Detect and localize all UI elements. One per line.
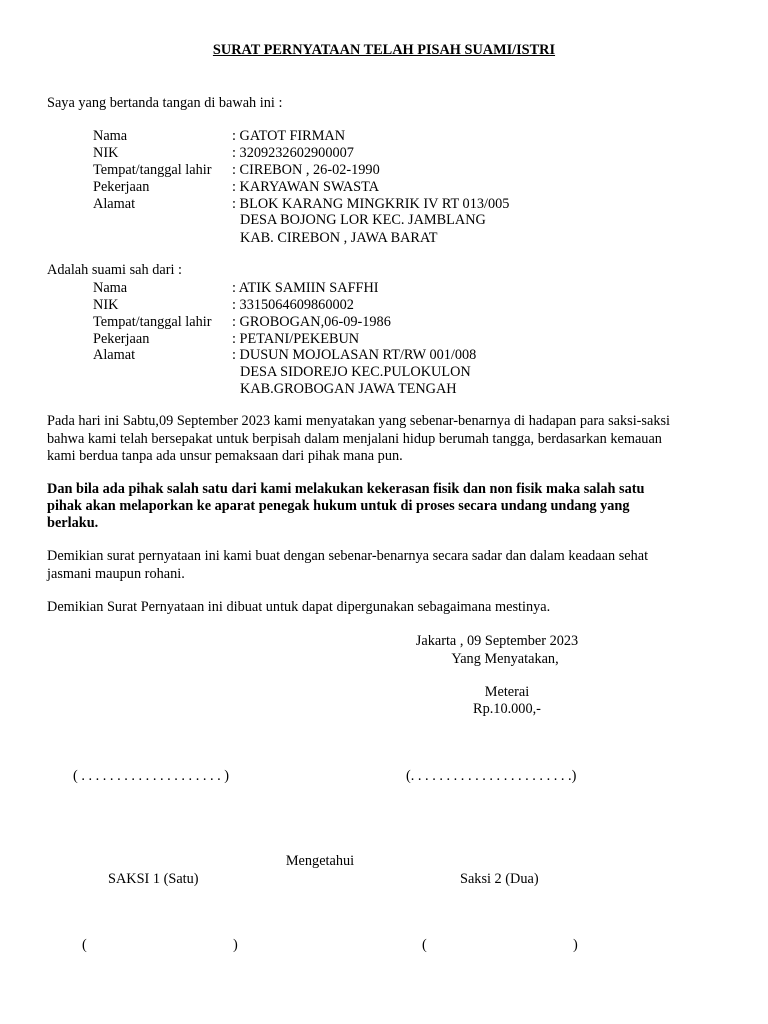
relation-text: Adalah suami sah dari : (47, 262, 182, 278)
witness-2-paren-open: ( (422, 937, 427, 953)
statement-line-1: Pada hari ini Sabtu,09 September 2023 kami menyatakan yang sebenar-benarnya di hadapan para saksi-saksi (47, 413, 671, 429)
statement-line-3: kami berdua tanpa ada unsur pemaksaan dari pihak mana pun. (47, 448, 403, 464)
wife-name-value: : ATIK SAMIIN SAFFHI (232, 280, 379, 296)
wife-nik-label: NIK (93, 297, 119, 313)
witness-1-paren-open: ( (82, 937, 87, 953)
husband-job-label: Pekerjaan (93, 179, 150, 195)
husband-name-label: Nama (93, 128, 128, 144)
wife-address-value: : DUSUN MOJOLASAN RT/RW 001/008 (232, 347, 477, 363)
wife-name-label: Nama (93, 280, 128, 296)
consequence-line-1: Dan bila ada pihak salah satu dari kami melakukan kekerasan fisik dan non fisik maka salah satu (47, 481, 645, 497)
acknowledged-label: Mengetahui (285, 853, 355, 869)
signature-line-left: ( . . . . . . . . . . . . . . . . . . . . ) (73, 768, 230, 784)
witness-2-label: Saksi 2 (Dua) (460, 871, 539, 887)
husband-address-line2: DESA BOJONG LOR KEC. JAMBLANG (240, 212, 486, 228)
wife-job-label: Pekerjaan (93, 331, 150, 347)
intro-text: Saya yang bertanda tangan di bawah ini : (47, 95, 283, 111)
stamp-value: Rp.10.000,- (473, 701, 541, 717)
husband-birth-label: Tempat/tanggal lahir (93, 162, 212, 178)
wife-address-line2: DESA SIDOREJO KEC.PULOKULON (240, 364, 471, 380)
closing-paragraph: Demikian Surat Pernyataan ini dibuat untuk dapat dipergunakan sebagaimana mestinya. (47, 599, 551, 615)
witness-2-paren-close: ) (573, 937, 578, 953)
witness-1-label: SAKSI 1 (Satu) (108, 871, 199, 887)
husband-nik-value: : 3209232602900007 (232, 145, 354, 161)
consequence-line-2: pihak akan melaporkan ke aparat penegak hukum untuk di proses secara undang undang yang (47, 498, 630, 514)
husband-address-value: : BLOK KARANG MINGKRIK IV RT 013/005 (232, 196, 510, 212)
declaration-line-1: Demikian surat pernyataan ini kami buat dengan sebenar-benarnya secara sadar dan dalam keadaan sehat (47, 548, 649, 564)
husband-birth-value: : CIREBON , 26-02-1990 (232, 162, 380, 178)
husband-address-line3: KAB. CIREBON , JAWA BARAT (240, 230, 438, 246)
wife-address-line3: KAB.GROBOGAN JAWA TENGAH (240, 381, 457, 397)
wife-birth-value: : GROBOGAN,06-09-1986 (232, 314, 391, 330)
signature-line-right: (. . . . . . . . . . . . . . . . . . . . . . .) (406, 768, 577, 784)
consequence-line-3: berlaku. (47, 515, 99, 531)
wife-birth-label: Tempat/tanggal lahir (93, 314, 212, 330)
witness-1-paren-close: ) (233, 937, 238, 953)
husband-address-label: Alamat (93, 196, 136, 212)
document-title: SURAT PERNYATAAN TELAH PISAH SUAMI/ISTRI (212, 42, 556, 58)
place-date: Jakarta , 09 September 2023 (415, 633, 579, 649)
wife-job-value: : PETANI/PEKEBUN (232, 331, 360, 347)
wife-nik-value: : 3315064609860002 (232, 297, 354, 313)
declarant-label: Yang Menyatakan, (451, 651, 559, 667)
husband-nik-label: NIK (93, 145, 119, 161)
statement-line-2: bahwa kami telah bersepakat untuk berpisah dalam menjalani hidup berumah tangga, berdasarkan kemauan (47, 431, 662, 447)
wife-address-label: Alamat (93, 347, 136, 363)
stamp-label: Meterai (484, 684, 530, 700)
husband-job-value: : KARYAWAN SWASTA (232, 179, 380, 195)
husband-name-value: : GATOT FIRMAN (232, 128, 346, 144)
declaration-line-2: jasmani maupun rohani. (47, 566, 185, 582)
